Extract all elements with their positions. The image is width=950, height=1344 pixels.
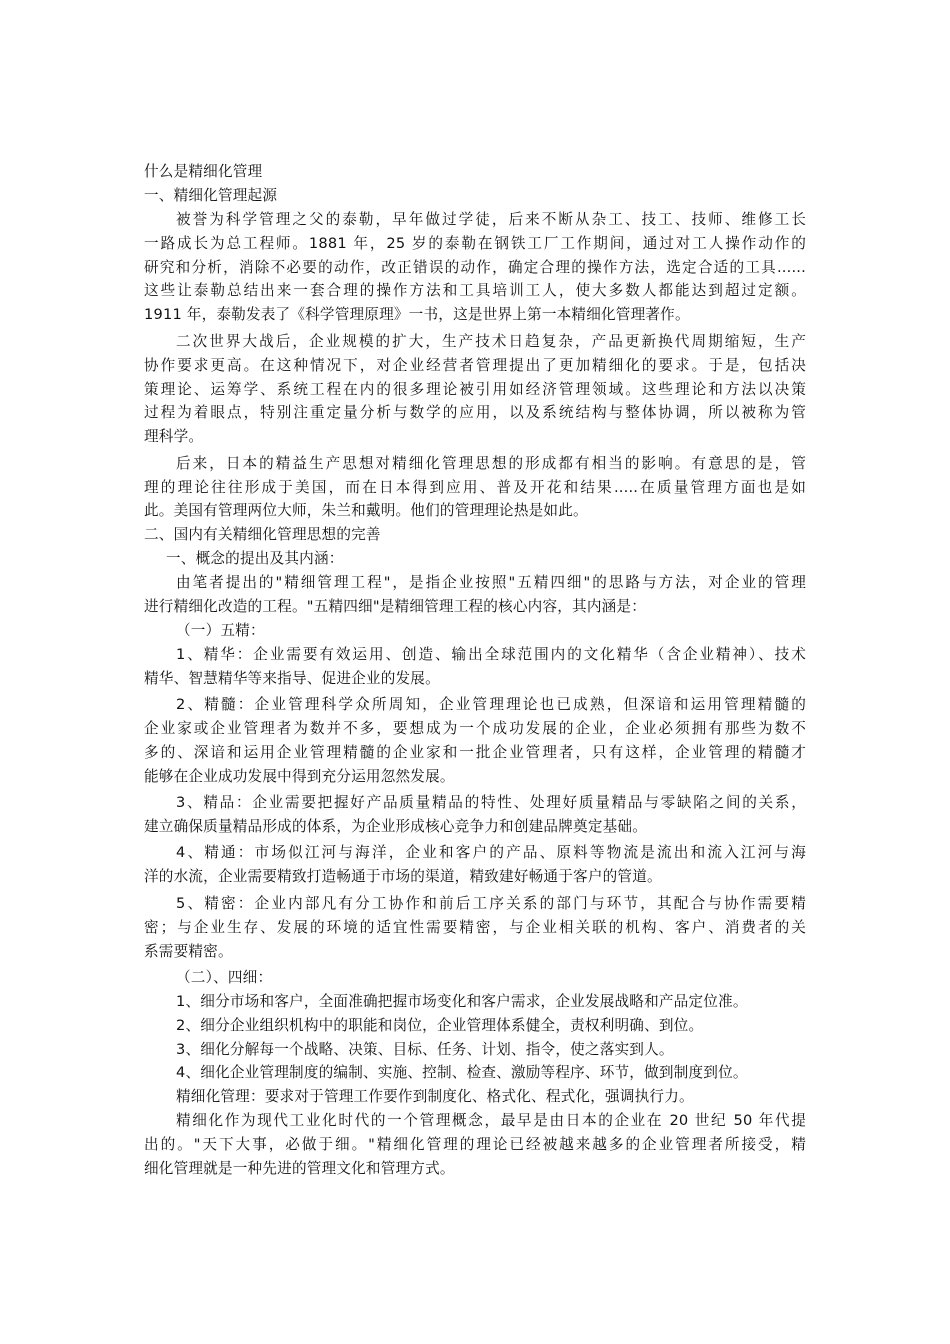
subsection-heading: （二）、四细： xyxy=(176,968,273,986)
paragraph-line: 此。美国有管理两位大师，朱兰和戴明。他们的管理理论热是如此。 xyxy=(144,502,588,520)
paragraph-line: 后来，日本的精益生产思想对精细化管理思想的形成都有相当的影响。有意思的是，管 xyxy=(176,454,806,472)
list-item-line: 5、精密：企业内部凡有分工协作和前后工序关系的部门与环节，其配合与协作需要精 xyxy=(176,894,806,912)
list-item-line: 系需要精密。 xyxy=(144,942,233,960)
list-item-line: 能够在企业成功发展中得到充分运用忽然发展。 xyxy=(144,767,455,785)
list-item-line: 密；与企业生存、发展的环境的适宜性需要精密，与企业相关联的机构、客户、消费者的关 xyxy=(144,918,806,936)
paragraph-line: 由笔者提出的"精细管理工程"，是指企业按照"五精四细"的思路与方法，对企业的管理 xyxy=(176,574,806,592)
paragraph-line: 策理论、运筹学、系统工程在内的很多理论被引用如经济管理领域。这些理论和方法以决策 xyxy=(144,380,806,398)
paragraph-line: 理科学。 xyxy=(144,428,204,446)
list-item-line: 4、细化企业管理制度的编制、实施、控制、检查、激励等程序、环节，做到制度到位。 xyxy=(176,1064,748,1082)
subsection-heading: （一）五精： xyxy=(176,621,265,639)
paragraph-line: 研究和分析，消除不必要的动作，改正错误的动作，确定合理的操作方法，选定合适的工具...... xyxy=(144,258,806,276)
list-item-line: 建立确保质量精品形成的体系，为企业形成核心竞争力和创建品牌奠定基础。 xyxy=(144,818,647,836)
paragraph-line: 1911 年，泰勒发表了《科学管理原理》一书，这是世界上第一本精细化管理著作。 xyxy=(144,306,690,324)
paragraph-line: 出的。"天下大事，必做于细。"精细化管理的理论已经被越来越多的企业管理者所接受，精 xyxy=(144,1136,806,1154)
paragraph-line: 协作要求更高。在这种情况下，对企业经营者管理提出了更加精细化的要求。于是，包括决 xyxy=(144,356,806,374)
paragraph-line: 这些让泰勒总结出来一套合理的操作方法和工具培训工人，使大多数人都能达到超过定额。 xyxy=(144,282,806,300)
paragraph-line: 二次世界大战后，企业规模的扩大，生产技术日趋复杂，产品更新换代周期缩短，生产 xyxy=(176,332,806,350)
list-item-line: 洋的水流，企业需要精致打造畅通于市场的渠道，精致建好畅通于客户的管道。 xyxy=(144,868,662,886)
paragraph-line: 细化管理就是一种先进的管理文化和管理方式。 xyxy=(144,1160,455,1178)
section-heading: 二、国内有关精细化管理思想的完善 xyxy=(144,526,381,544)
paragraph-line: 进行精细化改造的工程。"五精四细"是精细管理工程的核心内容，其内涵是： xyxy=(144,598,647,616)
list-item-line: 1、精华：企业需要有效运用、创造、输出全球范围内的文化精华（含企业精神）、技术 xyxy=(176,645,806,663)
list-item-line: 1、细分市场和客户，全面准确把握市场变化和客户需求，企业发展战略和产品定位准。 xyxy=(176,992,748,1010)
list-item-line: 2、细分企业组织机构中的职能和岗位，企业管理体系健全，责权利明确、到位。 xyxy=(176,1016,704,1034)
paragraph-line: 理的理论往往形成于美国，而在日本得到应用、普及开花和结果.....在质量管理方面也是如 xyxy=(144,478,806,496)
paragraph-line: 被誉为科学管理之父的泰勒，早年做过学徒，后来不断从杂工、技工、技师、维修工长 xyxy=(176,210,806,228)
paragraph-line: 一路成长为总工程师。1881 年，25 岁的泰勒在钢铁工厂工作期间，通过对工人操作动作的 xyxy=(144,234,806,252)
subsection-heading: 一、概念的提出及其内涵： xyxy=(166,550,344,568)
list-item-line: 3、精品：企业需要把握好产品质量精品的特性、处理好质量精品与零缺陷之间的关系， xyxy=(176,794,806,812)
list-item-line: 企业家或企业管理者为数并不多，要想成为一个成功发展的企业，企业必须拥有那些为数不 xyxy=(144,719,806,737)
list-item-line: 3、细化分解每一个战略、决策、目标、任务、计划、指令，使之落实到人。 xyxy=(176,1040,674,1058)
list-item-line: 2、精髓：企业管理科学众所周知，企业管理理论也已成熟，但深谙和运用管理精髓的 xyxy=(176,696,806,714)
section-heading: 一、精细化管理起源 xyxy=(144,186,278,204)
document-body xyxy=(144,160,806,1181)
paragraph-line: 精细化作为现代工业化时代的一个管理概念，最早是由日本的企业在 20 世纪 50 年代提 xyxy=(176,1112,806,1130)
list-item-line: 多的、深谙和运用企业管理精髓的企业家和一批企业管理者，只有这样，企业管理的精髓才 xyxy=(144,743,806,761)
document-title: 什么是精细化管理 xyxy=(144,163,263,180)
paragraph-line: 精细化管理：要求对于管理工作要作到制度化、格式化、程式化，强调执行力。 xyxy=(176,1088,694,1106)
paragraph-line: 过程为着眼点，特别注重定量分析与数学的应用，以及系统结构与整体协调，所以被称为管 xyxy=(144,404,806,422)
list-item-line: 4、精通：市场似江河与海洋，企业和客户的产品、原料等物流是流出和流入江河与海 xyxy=(176,844,806,862)
list-item-line: 精华、智慧精华等来指导、促进企业的发展。 xyxy=(144,669,440,687)
